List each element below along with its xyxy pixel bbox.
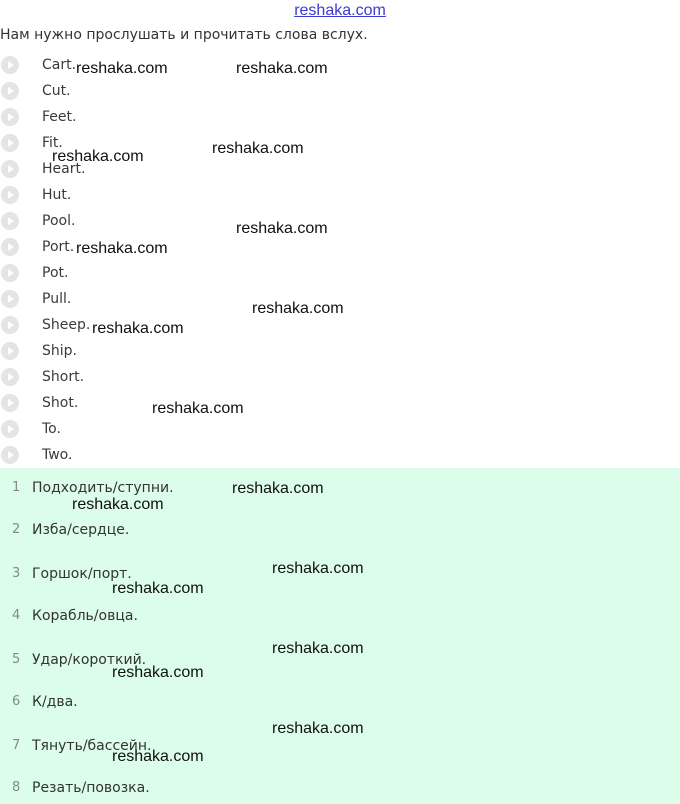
word-text: Two. [42, 447, 73, 463]
word-row [0, 340, 680, 366]
answer-text: Подходить/ступни. [32, 480, 174, 496]
answer-row [0, 520, 680, 542]
play-icon[interactable] [1, 368, 19, 386]
watermark: reshaka.com [92, 320, 184, 337]
word-row [0, 80, 680, 106]
play-icon[interactable] [1, 56, 19, 74]
word-text: Fit. [42, 135, 63, 151]
word-text: Pull. [42, 291, 72, 307]
word-text: To. [42, 421, 61, 437]
word-text: Port. [42, 239, 75, 255]
answer-text: Резать/повозка. [32, 780, 150, 796]
watermark: reshaka.com [152, 400, 244, 417]
watermark: reshaka.com [252, 300, 344, 317]
answer-number: 1 [12, 480, 21, 495]
word-text: Heart. [42, 161, 86, 177]
word-row [0, 418, 680, 444]
word-row [0, 444, 680, 470]
answer-number: 4 [12, 608, 21, 623]
word-list [0, 54, 680, 470]
watermark: reshaka.com [112, 580, 204, 597]
instruction-text: Нам нужно прослушать и прочитать слова вслух. [0, 27, 368, 43]
play-icon[interactable] [1, 82, 19, 100]
play-icon[interactable] [1, 238, 19, 256]
answer-number: 8 [12, 780, 21, 795]
answer-number: 3 [12, 566, 21, 581]
play-icon[interactable] [1, 446, 19, 464]
word-text: Hut. [42, 187, 72, 203]
answer-text: Изба/сердце. [32, 522, 130, 538]
word-text: Pool. [42, 213, 76, 229]
watermark: reshaka.com [76, 240, 168, 257]
word-row [0, 210, 680, 236]
word-text: Ship. [42, 343, 77, 359]
play-icon[interactable] [1, 186, 19, 204]
word-row [0, 262, 680, 288]
play-icon[interactable] [1, 290, 19, 308]
word-text: Sheep. [42, 317, 91, 333]
watermark: reshaka.com [236, 220, 328, 237]
site-link[interactable]: reshaka.com [294, 2, 386, 19]
play-icon[interactable] [1, 160, 19, 178]
watermark: reshaka.com [236, 60, 328, 77]
answer-text: Корабль/овца. [32, 608, 138, 624]
word-row [0, 106, 680, 132]
word-text: Shot. [42, 395, 79, 411]
word-text: Cart. [42, 57, 77, 73]
answer-number: 7 [12, 738, 21, 753]
answer-text: Удар/короткий. [32, 652, 147, 668]
answer-row [0, 778, 680, 800]
word-text: Feet. [42, 109, 77, 125]
play-icon[interactable] [1, 342, 19, 360]
answer-text: К/два. [32, 694, 78, 710]
word-text: Pot. [42, 265, 69, 281]
watermark: reshaka.com [232, 480, 324, 497]
watermark: reshaka.com [272, 560, 364, 577]
watermark: reshaka.com [52, 148, 144, 165]
word-text: Short. [42, 369, 85, 385]
play-icon[interactable] [1, 134, 19, 152]
play-icon[interactable] [1, 420, 19, 438]
answer-number: 6 [12, 694, 21, 709]
word-row [0, 366, 680, 392]
answer-number: 5 [12, 652, 21, 667]
watermark: reshaka.com [112, 664, 204, 681]
play-icon[interactable] [1, 212, 19, 230]
answer-number: 2 [12, 522, 21, 537]
play-icon[interactable] [1, 316, 19, 334]
watermark: reshaka.com [212, 140, 304, 157]
answer-row [0, 692, 680, 714]
answer-text: Тянуть/бассейн. [32, 738, 152, 754]
watermark: reshaka.com [72, 496, 164, 513]
watermark: reshaka.com [272, 720, 364, 737]
play-icon[interactable] [1, 394, 19, 412]
answer-row [0, 606, 680, 628]
watermark: reshaka.com [112, 748, 204, 765]
play-icon[interactable] [1, 264, 19, 282]
answer-row [0, 736, 680, 758]
watermark: reshaka.com [76, 60, 168, 77]
answer-text: Горшок/порт. [32, 566, 132, 582]
watermark: reshaka.com [272, 640, 364, 657]
word-text: Cut. [42, 83, 71, 99]
play-icon[interactable] [1, 108, 19, 126]
word-row [0, 392, 680, 418]
word-row [0, 184, 680, 210]
answers-panel [0, 468, 680, 804]
